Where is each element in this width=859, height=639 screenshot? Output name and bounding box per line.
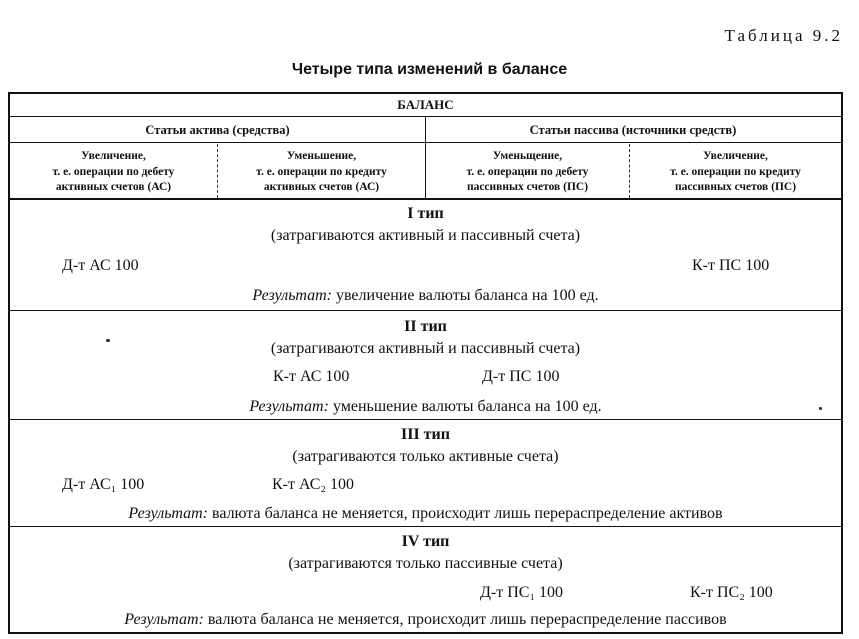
type-description: (затрагиваются только пассивные счета) — [288, 555, 563, 572]
divider — [10, 526, 841, 527]
entry-debit-liability-1: Д-т ПС₁ 100 — [480, 584, 564, 601]
type-3-section — [10, 421, 841, 527]
header-liabilities: Статьи пассива (источники средств) — [529, 123, 737, 137]
header-line: т. е. операции по кредиту — [670, 165, 801, 178]
type-description: (затрагиваются только активные счета) — [292, 448, 559, 465]
header-assets: Статьи актива (средства) — [145, 123, 290, 137]
header-liability-decrease — [426, 149, 629, 196]
type-1-section — [10, 200, 841, 310]
type-result — [10, 611, 841, 629]
scan-speck — [819, 407, 822, 410]
header-line: т. е. операции по дебету — [52, 165, 175, 178]
type-4-section — [10, 528, 841, 634]
table-title: Четыре типа изменений в балансе — [291, 61, 568, 78]
header-liability-increase — [630, 149, 841, 196]
entry-credit-liability: К-т ПС 100 — [692, 257, 770, 274]
type-title: II тип — [404, 318, 447, 335]
type-description: (затрагиваются активный и пассивный счета) — [270, 340, 581, 357]
header-line: активных счетов (АС) — [55, 181, 172, 193]
header-line: т. е. операции по дебету — [466, 165, 589, 178]
header-asset-decrease — [218, 149, 425, 196]
result-text: уменьшение валюты баланса на 100 ед. — [328, 398, 602, 415]
result-text: валюта баланса не меняется, происходит лишь перераспределение активов — [207, 505, 723, 522]
entry-credit-asset: К-т АС 100 — [273, 368, 350, 385]
header-balance: БАЛАНС — [397, 97, 454, 112]
result-label: Результат: — [252, 287, 332, 304]
result-label: Результат: — [249, 398, 329, 415]
type-title: IV тип — [401, 533, 450, 550]
header-asset-increase — [10, 149, 217, 196]
type-result — [10, 287, 841, 305]
header-line: Уменьщение, — [492, 150, 563, 162]
entry-debit-asset: Д-т АС 100 — [62, 257, 139, 274]
divider — [10, 310, 841, 311]
type-description: (затрагиваются активный и пассивный счета) — [270, 227, 581, 244]
divider — [10, 419, 841, 420]
header-line: Уменьшение, — [286, 150, 357, 162]
type-result — [10, 505, 841, 523]
header-line: активных счетов (АС) — [263, 181, 380, 193]
result-text: валюта баланса не меняется, происходит лишь перераспределение пассивов — [203, 611, 727, 628]
entry-debit-liability: Д-т ПС 100 — [482, 368, 560, 385]
type-result — [10, 398, 841, 416]
scan-speck — [106, 339, 110, 342]
header-line: Увеличение, — [703, 150, 768, 162]
type-title: III тип — [401, 426, 450, 443]
type-2-section — [10, 312, 841, 420]
entry-debit-asset-1: Д-т АС₁ 100 — [62, 476, 145, 493]
type-title: I тип — [407, 205, 444, 222]
result-label: Результат: — [128, 505, 208, 522]
entry-credit-liability-2: К-т ПС₂ 100 — [690, 584, 773, 601]
result-label: Результат: — [124, 611, 204, 628]
entry-credit-asset-2: К-т АС₂ 100 — [272, 476, 354, 493]
result-text: увеличение валюты баланса на 100 ед. — [331, 287, 599, 304]
header-line: пассивных счетов (ПС) — [466, 181, 589, 193]
table-number: Таблица 9.2 — [724, 26, 843, 45]
header-line: пассивных счетов (ПС) — [674, 181, 797, 193]
balance-table — [8, 92, 843, 634]
header-line: т. е. операции по кредиту — [256, 165, 387, 178]
header-line: Увеличение, — [81, 150, 146, 162]
